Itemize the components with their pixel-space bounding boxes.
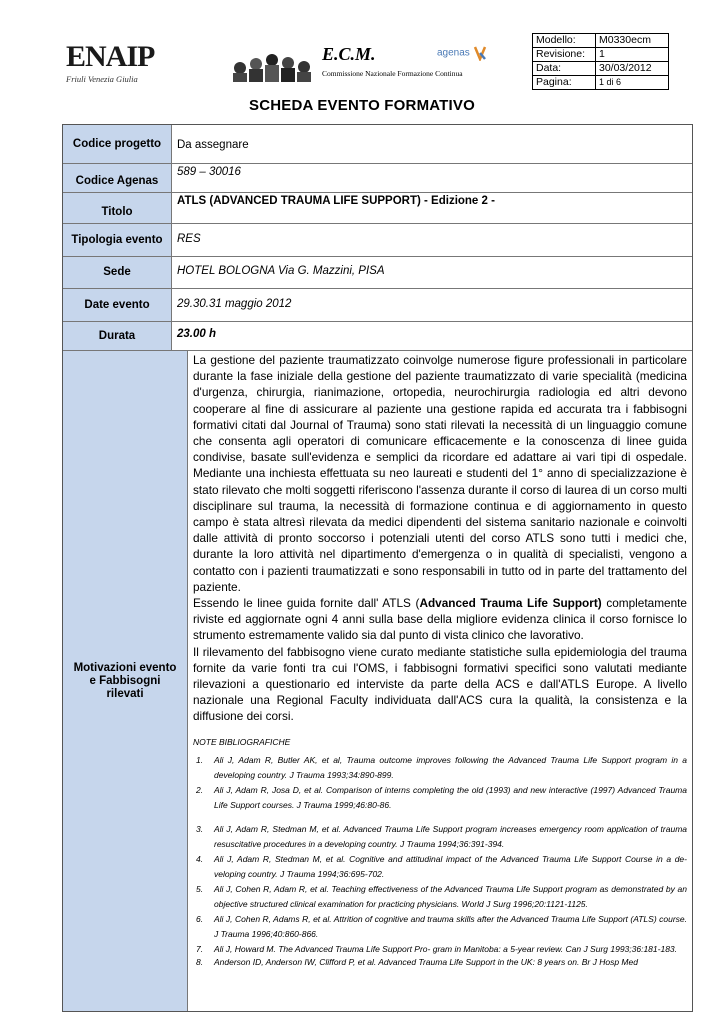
- note-text: Ali J, Adam R, Stedman M, et al. Advanced Trauma Life Support program increases emergency room application of trauma resuscitative procedures in a developing country. J Trauma 1994;36:391-394.: [214, 823, 687, 849]
- label-sede: Sede: [63, 257, 172, 288]
- model-value: 30/03/2012: [596, 62, 669, 76]
- ecm-title: E.C.M.: [322, 44, 376, 64]
- motivazioni-paragraph-3: Il rilevamento del fabbisogno viene curato mediante statistiche sulla epidemiologia del trauma fornite da varie fonti tra cui l'OMS, i fabbisogni formativi specifici sono valutati mediante rilevazioni a questionario ed interviste da parte della ACS e dall'ATLS Europe. A livello nazionale una Regional Faculty individuata dall'ACS cura la qualità, la consistenza e la diffusione dei corsi.: [193, 644, 687, 724]
- agenas-logo: [437, 45, 487, 61]
- note-item: [193, 912, 687, 942]
- note-text: Anderson ID, Anderson IW, Clifford P, et al. Advanced Trauma Life Support in the UK: 8 years on. Br J Hosp Med: [214, 956, 638, 967]
- row-codice-progetto: [63, 125, 692, 164]
- note-item: [193, 783, 687, 813]
- value-tipologia: RES: [177, 233, 201, 245]
- row-motivazioni: [63, 351, 692, 1011]
- model-row: [533, 62, 669, 76]
- p2-post: completamente riviste ed aggiornate ogni 4 anni sulla base della migliore evidenza clinica il corso fornisce lo strumento estremamente valido sia dal punto di vista clinico che lavorativo.: [193, 596, 687, 643]
- note-text: Ali J, Cohen R, Adam R, et al. Teaching effectiveness of the Advanced Trauma Life Support program as demonstrated by an objective structured clinical examination for practicing physicians. World J Surg 1996;20:1121-1125.: [214, 883, 687, 909]
- model-value: M0330ecm: [596, 34, 669, 48]
- note-item: [193, 882, 687, 912]
- note-item: [193, 753, 687, 783]
- agenas-text: agenas: [437, 47, 470, 59]
- notes-heading: NOTE BIBLIOGRAFICHE: [193, 736, 291, 747]
- note-number: 8.: [196, 956, 204, 967]
- document-title: SCHEDA EVENTO FORMATIVO: [248, 97, 475, 114]
- note-item: [193, 957, 687, 968]
- row-titolo: [63, 193, 692, 224]
- model-row: [533, 34, 669, 48]
- p2-pre: Essendo le linee guida fornite dall' ATLS (: [193, 596, 420, 611]
- note-number: 6.: [196, 913, 204, 924]
- p2-bold: Advanced Trauma Life Support): [419, 596, 602, 611]
- note-text: Ali J, Adam R, Butler AK, et al, Trauma outcome improves following the Advanced Trauma Life Support program in a developing country. J Trauma 1993;34:890-899.: [214, 754, 687, 780]
- model-row: [533, 48, 669, 62]
- value-codice-progetto: Da assegnare: [177, 139, 249, 151]
- model-table: [532, 33, 669, 90]
- row-sede: [63, 257, 692, 289]
- note-number: 5.: [196, 883, 204, 894]
- note-item: [193, 942, 687, 957]
- label-codice-progetto: Codice progetto: [63, 125, 172, 163]
- agenas-mark-icon: [473, 45, 487, 61]
- value-codice-agenas: 589 – 30016: [177, 166, 241, 178]
- note-item: [193, 852, 687, 882]
- people-icon: [230, 48, 320, 82]
- value-titolo: ATLS (ADVANCED TRAUMA LIFE SUPPORT) - Edizione 2 -: [177, 195, 495, 207]
- ecm-subtitle: Commissione Nazionale Formazione Continua: [322, 69, 463, 78]
- note-text: Ali J, Howard M. The Advanced Trauma Life Support Pro- gram in Manitoba: a 5-year review. Can J Surg 1993;36:181-183.: [214, 943, 678, 954]
- note-item: [193, 822, 687, 852]
- value-date: 29.30.31 maggio 2012: [177, 298, 292, 310]
- value-durata: 23.00 h: [177, 328, 216, 340]
- note-number: 2.: [196, 784, 204, 795]
- row-durata: [63, 322, 692, 351]
- ena-subtitle: Friuli Venezia Giulia: [66, 74, 138, 84]
- note-number: 1.: [196, 754, 204, 765]
- value-motivazioni: [188, 351, 692, 1011]
- row-date: [63, 289, 692, 322]
- model-value: 1: [596, 48, 669, 62]
- label-tipologia: Tipologia evento: [63, 224, 172, 256]
- model-row: [533, 76, 669, 90]
- model-key: Pagina:: [533, 76, 596, 90]
- note-text: Ali J, Cohen R, Adams R, et al. Attrition of cognitive and trauma skills after the Advanced Trauma Life Support (ATLS) course. J Trauma 1996;40:860-866.: [214, 913, 687, 939]
- label-motivazioni: Motivazioni evento e Fabbisogni rilevati: [63, 351, 188, 1011]
- note-number: 3.: [196, 823, 204, 834]
- model-key: Data:: [533, 62, 596, 76]
- label-durata: Durata: [63, 322, 172, 350]
- motivazioni-paragraph-2: [193, 595, 687, 644]
- event-table: [62, 124, 693, 1012]
- model-value: 1 di 6: [596, 76, 669, 90]
- note-gap: [193, 813, 687, 822]
- model-key: Revisione:: [533, 48, 596, 62]
- label-titolo: Titolo: [63, 193, 172, 223]
- label-date: Date evento: [63, 289, 172, 321]
- motivazioni-paragraph-1: La gestione del paziente traumatizzato coinvolge numerose figure professionali in particolare durante la fase iniziale della gestione del paziente traumatizzato di varie specialità (medicina d'urgenza, chirurgia, rianimazione, ortopedia, neurochirurgia radiologia ed altri devono cooperare al fine di assicurare al paziente una gestione rapida ed accurata tra i fabbisogni formativi citati dal Journal of Trauma) sono stati rilevati la necessità di un linguaggio comune che consenta agli operatori di comunicare efficacemente e la conoscenza di linee guida condivise, basate sull'evidenza e semplici da ricordare ed adattare ai vari tipi di ospedale. Mediante una inchiesta effettuata su neo laureati e studenti del 1° anno di specializzazione è stato rilevato che molti soggetti riferiscono l'assenza durante il corso di laurea di un corso multi disciplinare sul trauma, la necessità di formazione continua e di aggiornamento in questo campo è stata altresì rilevata da medici dipendenti del sistema sanitario nazionale e coinvolti dalle attività di pronto soccorso i potenziali utenti del corso ATLS sono tutti i medici che, durante la loro attività nel dipartimento d'emergenza o in qualità di specialisti, vengono a contatto con i pazienti traumatizzati e sono responsabili in tutto od in parte del trattamento del paziente.: [193, 353, 687, 594]
- note-text: Ali J, Adam R, Josa D, et al. Comparison of interns completing the old (1993) and new interactive (1997) Advanced Trauma Life Support courses. J Trauma 1999;46:80-86.: [214, 784, 687, 810]
- note-text: Ali J, Adam R, Stedman M, et al. Cognitive and attitudinal impact of the Advanced Trauma Life Support Course in a de- veloping country. J Trauma 1994;36:695-702.: [214, 853, 687, 879]
- row-tipologia: [63, 224, 692, 257]
- ena-logo-text: ENAIP: [66, 40, 155, 73]
- note-number: 7.: [196, 943, 204, 954]
- model-key: Modello:: [533, 34, 596, 48]
- value-sede: HOTEL BOLOGNA Via G. Mazzini, PISA: [177, 265, 385, 277]
- row-codice-agenas: [63, 164, 692, 193]
- note-number: 4.: [196, 853, 204, 864]
- label-codice-agenas: Codice Agenas: [63, 164, 172, 192]
- ena-logo: [64, 40, 158, 86]
